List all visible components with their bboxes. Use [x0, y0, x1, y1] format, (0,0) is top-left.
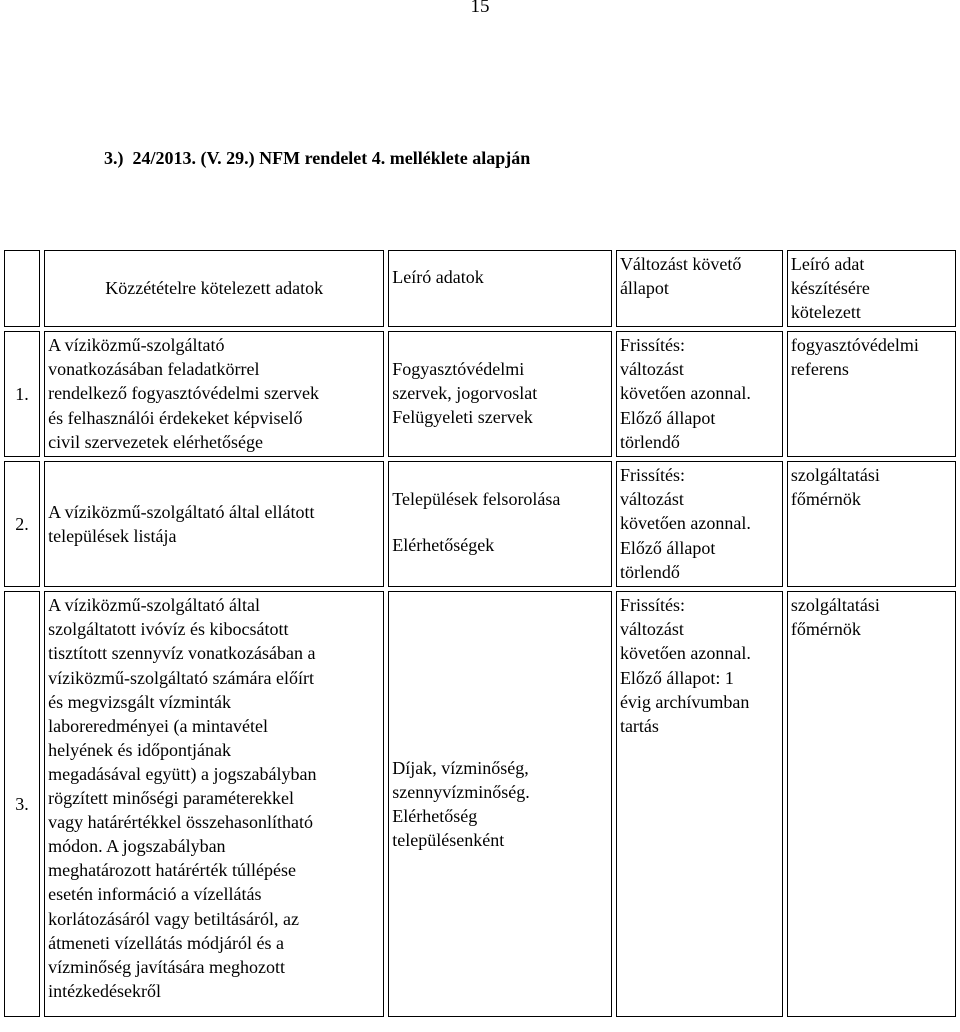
page-number: 15 — [470, 0, 490, 17]
row-allapot-line: követően azonnal. — [619, 643, 751, 664]
row-leiro-cell — [388, 331, 612, 457]
row-adatok-cell — [44, 591, 384, 1017]
row-adatok-line: korlátozásáról vagy betiltásáról, az — [48, 908, 299, 929]
row-allapot-line: változást — [619, 489, 684, 510]
row-adatok-line: rendelkező fogyasztóvédelmi szervek — [48, 383, 319, 404]
row-adatok-cell — [44, 461, 384, 587]
row-felelos-line: főmérnök — [790, 619, 861, 640]
row-allapot-line: Előző állapot: 1 — [619, 667, 734, 688]
row-adatok-line: esetén információ a vízellátás — [48, 884, 262, 905]
row-leiro-cell — [388, 461, 612, 587]
row-leiro-line: Elérhetőségek — [392, 535, 495, 556]
row-adatok-line: vízminőség javítására meghozott — [48, 956, 286, 977]
header-felelos-cell — [787, 250, 956, 327]
row-felelos-line: fogyasztóvédelmi — [790, 335, 919, 356]
document-heading: 3.) 24/2013. (V. 29.) NFM rendelet 4. melléklete alapján — [104, 148, 531, 168]
header-number-cell — [4, 250, 40, 327]
row-adatok-line: szolgáltatott ivóvíz és kibocsátott — [48, 619, 289, 640]
row-allapot-line: Frissítés: — [619, 595, 685, 616]
row-number: 1. — [15, 384, 29, 405]
row-felelos-line: főmérnök — [790, 489, 861, 510]
row-allapot-line: Frissítés: — [619, 465, 685, 486]
row-allapot-line: változást — [619, 359, 684, 380]
row-leiro-line: szennyvízminőség. — [392, 781, 530, 802]
row-leiro-line: Fogyasztóvédelmi — [392, 359, 525, 380]
row-leiro-cell — [388, 591, 612, 1017]
disclosure-table — [0, 246, 960, 1021]
row-felelos-cell — [787, 331, 956, 457]
row-allapot-line: Előző állapot — [619, 407, 716, 428]
row-adatok-line: vonatkozásában feladatkörrel — [48, 359, 260, 380]
header-felelos-line: Leíró adat — [790, 254, 865, 274]
row-adatok-line: meghatározott határérték túllépése — [48, 860, 296, 881]
row-felelos-line: referens — [790, 359, 849, 380]
row-leiro-line: szervek, jogorvoslat — [392, 383, 538, 404]
row-adatok-line: tisztított szennyvíz vonatkozásában a — [48, 643, 316, 664]
header-leiro-label: Leíró adatok — [392, 267, 484, 287]
row-adatok-line: vagy határértékkel összehasonlítható — [48, 812, 313, 833]
header-felelos-line: készítésére — [790, 278, 870, 299]
row-leiro-line: Települések felsorolása — [392, 489, 561, 510]
table-row — [4, 331, 956, 457]
row-adatok-line: civil szervezetek elérhetősége — [48, 431, 263, 452]
row-felelos-cell — [787, 591, 956, 1017]
row-leiro-line: Elérhetőség — [392, 805, 478, 826]
header-allapot-line: állapot — [619, 278, 669, 299]
row-adatok-line: módon. A jogszabályban — [48, 836, 226, 857]
header-leiro-cell — [388, 250, 612, 327]
header-adatok-label: Közzétételre kötelezett adatok — [105, 278, 324, 299]
table-row — [4, 591, 956, 1017]
row-allapot-line: törlendő — [619, 561, 680, 582]
row-allapot-line: tartás — [619, 715, 659, 736]
row-adatok-line: települések listája — [48, 525, 177, 546]
header-adatok-cell — [44, 250, 384, 327]
row-number-cell — [4, 331, 40, 457]
row-number-cell — [4, 461, 40, 587]
row-allapot-line: követően azonnal. — [619, 513, 751, 534]
row-felelos-cell — [787, 461, 956, 587]
row-adatok-line: víziközmű-szolgáltató számára előírt — [48, 667, 314, 688]
header-allapot-cell — [616, 250, 783, 327]
table-header-row — [4, 250, 956, 327]
row-adatok-line: A víziközmű-szolgáltató — [48, 335, 225, 356]
row-felelos-line: szolgáltatási — [790, 465, 880, 486]
table-row — [4, 461, 956, 587]
row-adatok-line: rögzített minőségi paraméterekkel — [48, 788, 294, 809]
row-adatok-cell — [44, 331, 384, 457]
row-adatok-line: és megvizsgált vízminták — [48, 691, 232, 712]
row-leiro-line: Felügyeleti szervek — [392, 407, 533, 428]
row-allapot-line: változást — [619, 619, 684, 640]
row-adatok-line: A víziközmű-szolgáltató által — [48, 595, 261, 616]
row-adatok-line: megadásával együtt) a jogszabályban — [48, 763, 317, 784]
row-number: 3. — [15, 794, 29, 815]
row-adatok-line: átmeneti vízellátás módjáról és a — [48, 932, 284, 953]
header-felelos-line: kötelezett — [790, 302, 861, 323]
row-allapot-line: évig archívumban — [619, 691, 750, 712]
row-adatok-line: intézkedésekről — [48, 980, 162, 1001]
row-allapot-line: Frissítés: — [619, 335, 685, 356]
row-adatok-line: helyének és időpontjának — [48, 739, 232, 760]
row-felelos-line: szolgáltatási — [790, 595, 880, 616]
row-number-cell — [4, 591, 40, 1017]
row-allapot-line: törlendő — [619, 431, 680, 452]
row-leiro-line: településenként — [392, 829, 505, 850]
row-adatok-line: laboreredményei (a mintavétel — [48, 715, 268, 736]
header-allapot-line: Változást követő — [619, 254, 742, 274]
row-leiro-spacer — [392, 511, 608, 533]
row-allapot-cell — [616, 461, 783, 587]
row-allapot-cell — [616, 591, 783, 1017]
row-number: 2. — [15, 514, 29, 535]
row-adatok-line: és felhasználói érdekeket képviselő — [48, 407, 303, 428]
row-leiro-line: Díjak, vízminőség, — [392, 757, 529, 778]
row-allapot-line: Előző állapot — [619, 537, 716, 558]
row-allapot-line: követően azonnal. — [619, 383, 751, 404]
row-adatok-line: A víziközmű-szolgáltató által ellátott — [48, 501, 315, 522]
row-allapot-cell — [616, 331, 783, 457]
